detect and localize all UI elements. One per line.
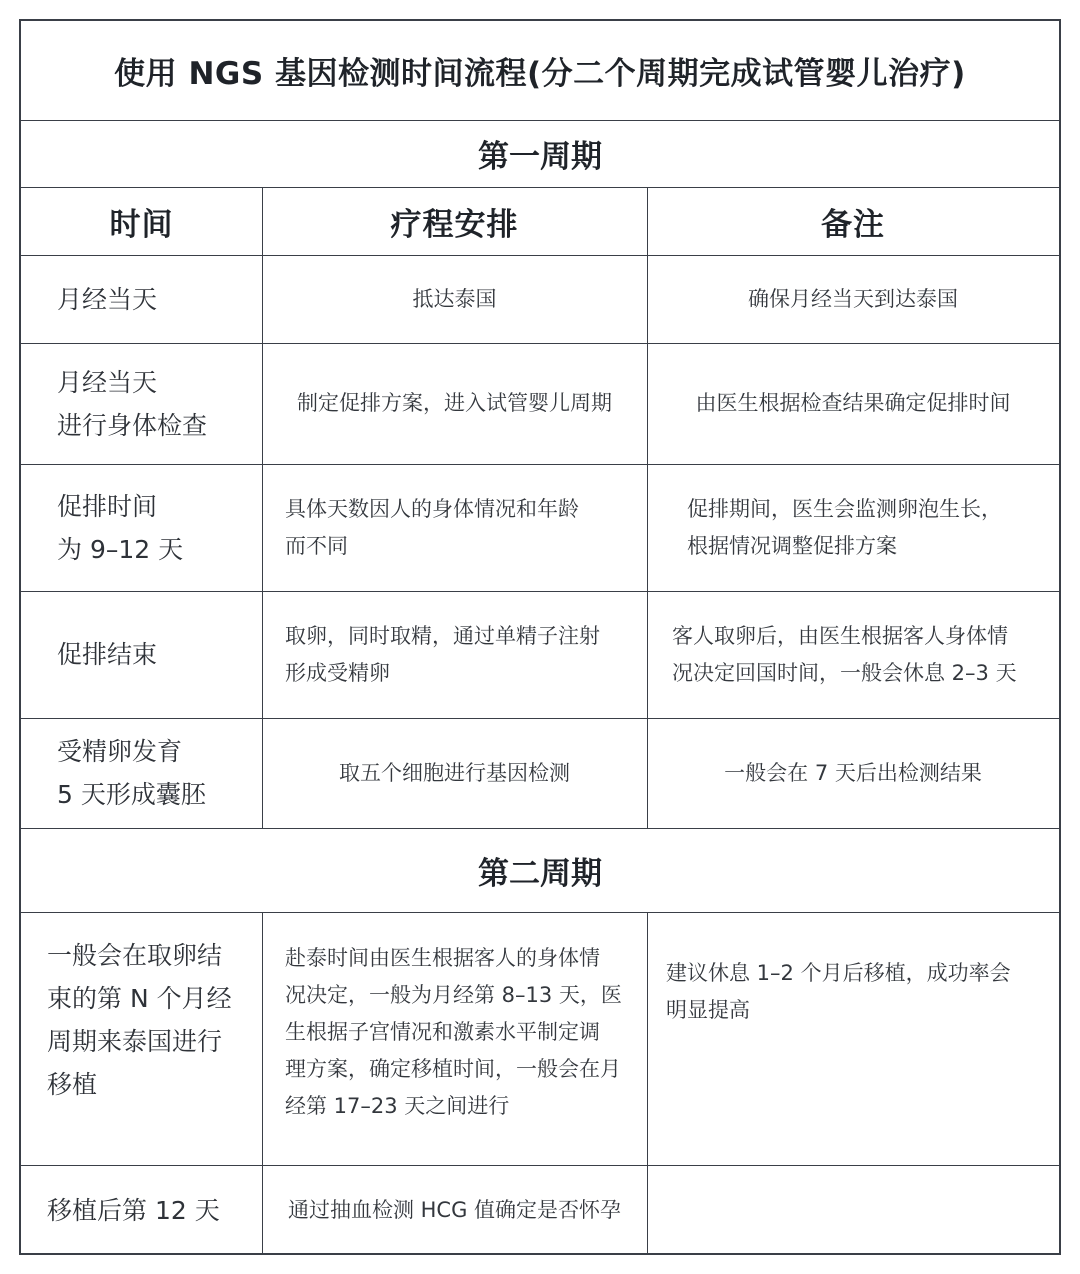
table-cell-time: 一般会在取卵结 束的第 N 个月经 周期来泰国进行 移植	[47, 941, 232, 1099]
ngs-timeline-table	[19, 19, 1061, 1255]
table-cell-notes: 建议休息 1–2 个月后移植，成功率会 明显提高	[666, 961, 1011, 1022]
table-cell-time: 月经当天	[57, 284, 158, 314]
table-cell-schedule: 赴泰时间由医生根据客人的身体情 况决定，一般为月经第 8–13 天，医 生根据子宫情况和激素水平制定调 理方案，确定移植时间，一般会在月 经第 17–23 天之间进行	[285, 946, 622, 1118]
table-cell-schedule: 具体天数因人的身体情况和年龄 而不同	[285, 496, 579, 558]
table-cell-schedule: 取卵，同时取精，通过单精子注射 形成受精卵	[285, 623, 600, 685]
page-title: 使用 NGS 基因检测时间流程(分二个周期完成试管婴儿治疗)	[114, 56, 966, 92]
cycle1-label: 第一周期	[478, 139, 602, 175]
table-cell-schedule: 抵达泰国	[412, 286, 497, 311]
header-time: 时间	[109, 206, 174, 243]
table-cell-schedule: 制定促排方案，进入试管婴儿周期	[297, 391, 612, 415]
table-cell-time: 促排时间 为 9–12 天	[57, 491, 184, 564]
header-notes: 备注	[821, 206, 885, 243]
table-cell-notes: 由医生根据检查结果确定促排时间	[695, 391, 1011, 415]
table-cell-schedule: 取五个细胞进行基因检测	[339, 760, 570, 785]
table-cell-notes: 一般会在 7 天后出检测结果	[724, 760, 982, 785]
table-cell-time: 月经当天 进行身体检查	[57, 367, 208, 440]
table-cell-notes	[647, 1165, 1059, 1255]
cycle2-label: 第二周期	[478, 855, 602, 892]
header-schedule: 疗程安排	[390, 206, 519, 243]
table-cell-time: 促排结束	[57, 640, 158, 669]
table-cell-schedule: 通过抽血检测 HCG 值确定是否怀孕	[287, 1197, 622, 1222]
table-cell-notes: 客人取卵后，由医生根据客人身体情 况决定回国时间，一般会休息 2–3 天	[672, 623, 1017, 685]
table-cell-notes: 促排期间，医生会监测卵泡生长， 根据情况调整促排方案	[687, 496, 1002, 558]
table-cell-time: 移植后第 12 天	[47, 1195, 220, 1225]
table-cell-time: 受精卵发育 5 天形成囊胚	[57, 737, 206, 809]
table-cell-notes: 确保月经当天到达泰国	[748, 286, 958, 311]
